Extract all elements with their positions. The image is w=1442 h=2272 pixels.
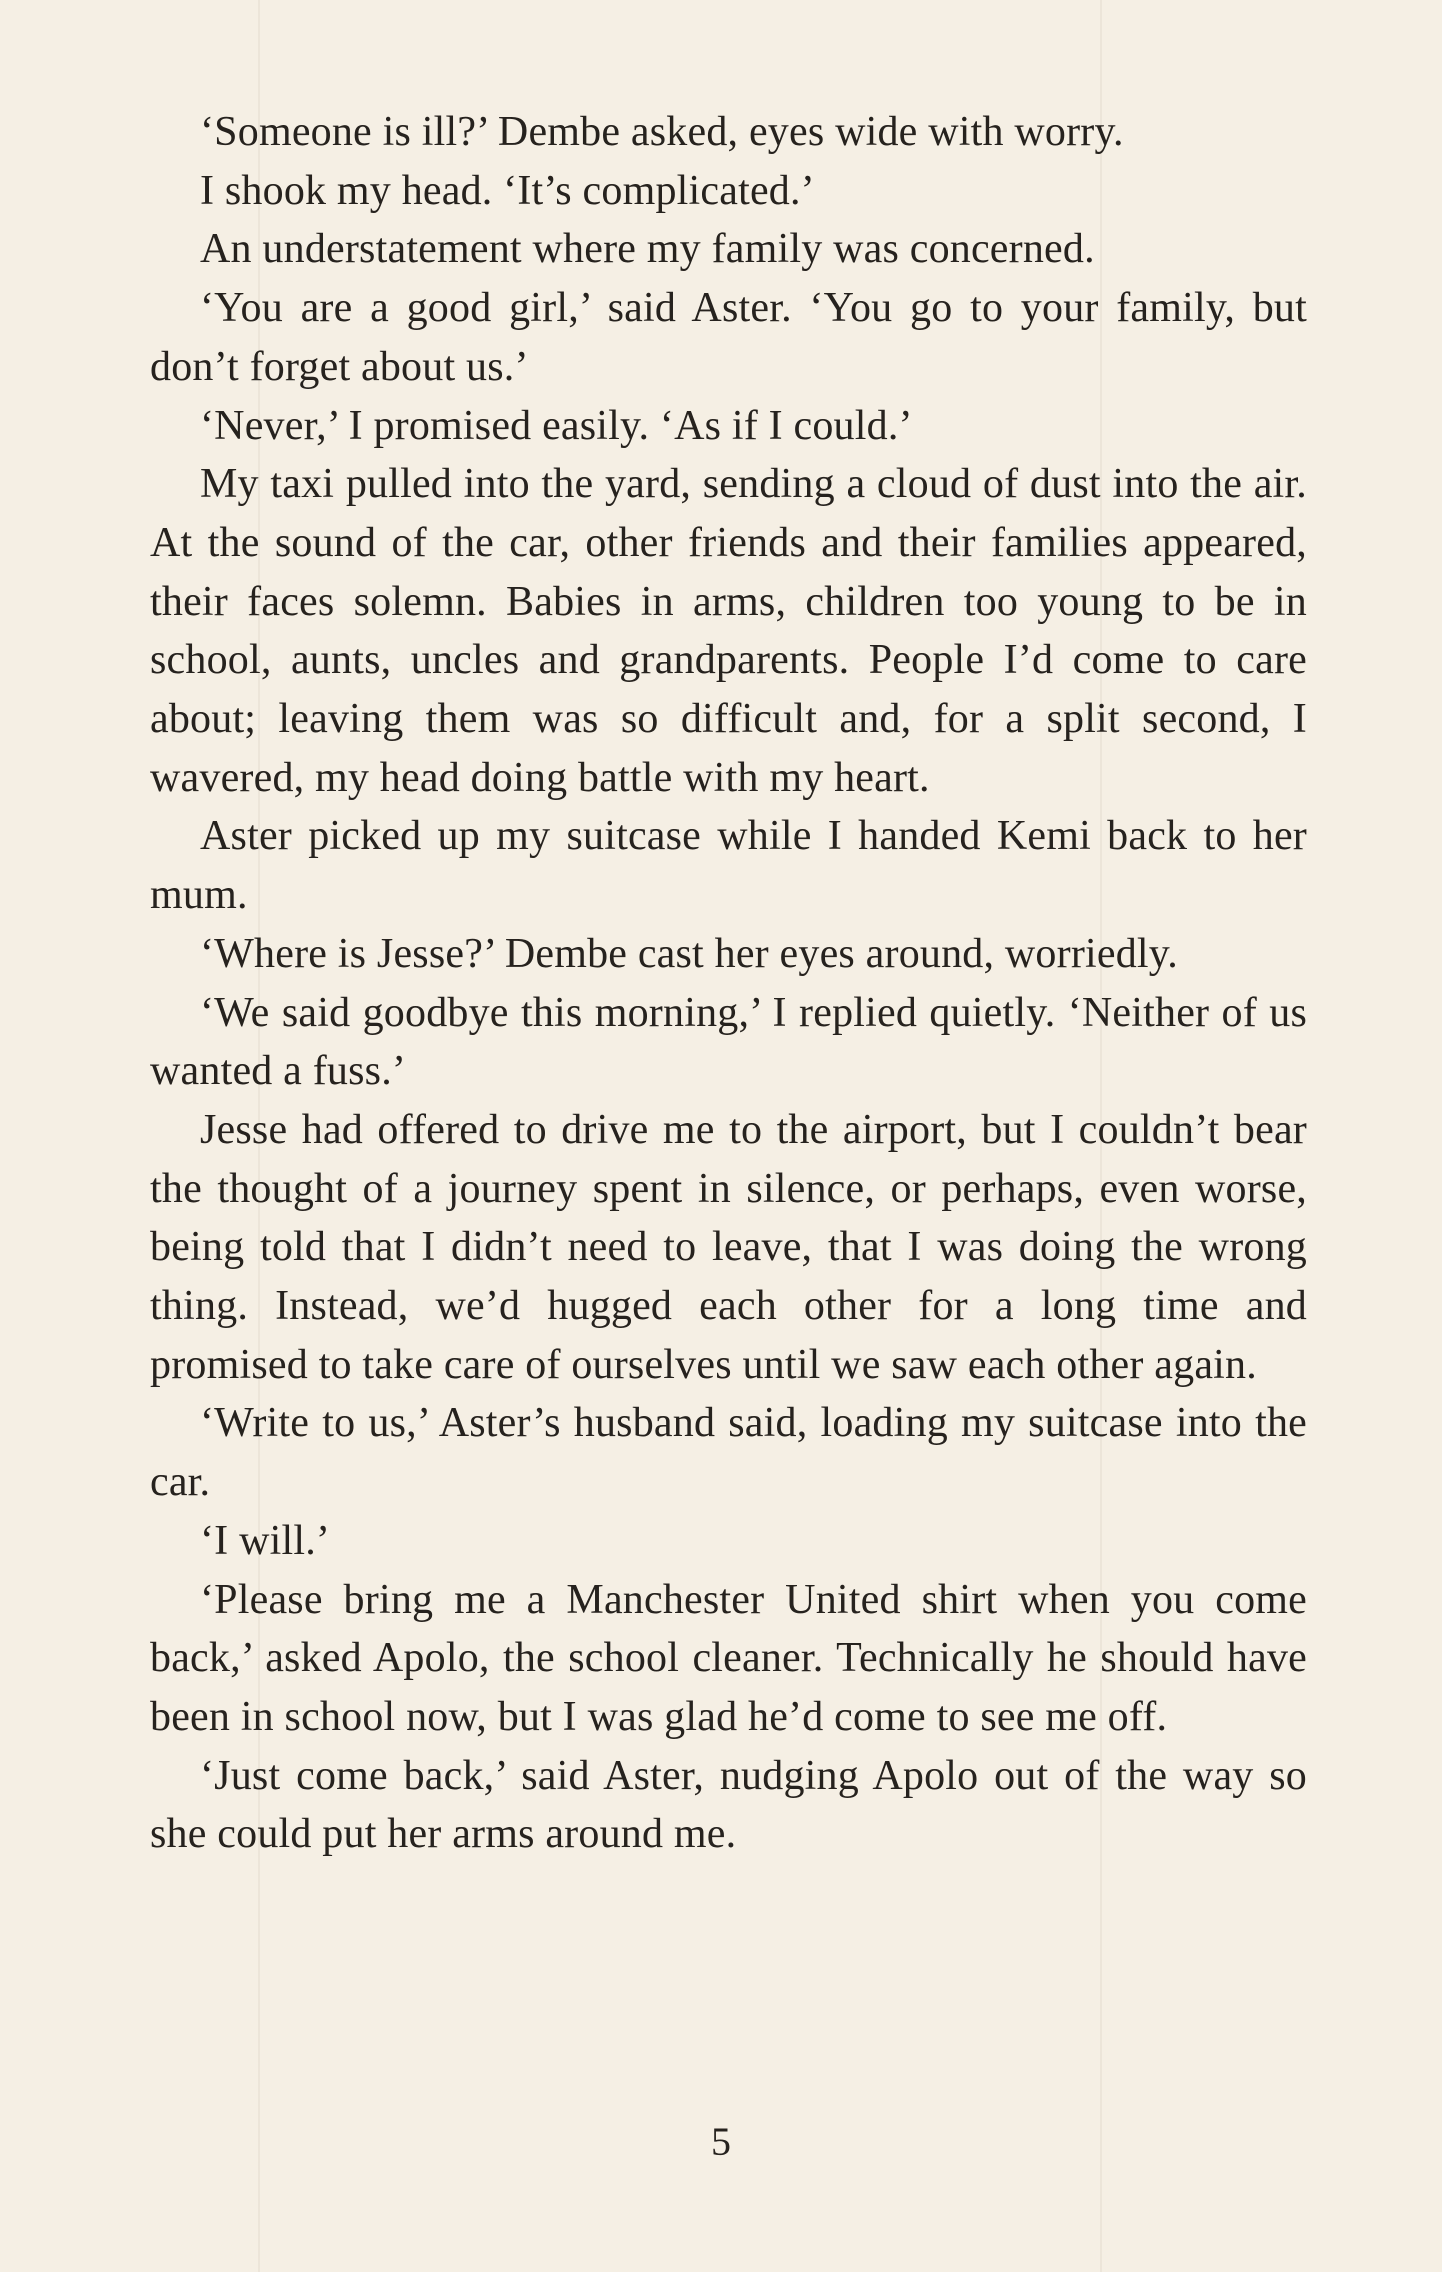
paragraph: Jesse had offered to drive me to the airport, but I couldn’t bear the thought of a journey spent in silence, or perhaps, even worse, being told that I didn’t need to leave, that I was doing the wrong thing. Instead, we’d hugged each other for a long time and promised to take care of ourselves until we saw each other again. <box>150 1106 1307 1388</box>
paragraph: ‘I will.’ <box>200 1517 331 1564</box>
paragraph: ‘Someone is ill?’ Dembe asked, eyes wide with worry. <box>200 109 1124 155</box>
page-number: 5 <box>711 2119 731 2164</box>
paragraph: My taxi pulled into the yard, sending a cloud of dust into the air. At the sound of the car, other friends and their families appeared, their faces solemn. Babies in arms, children too young to be in school, aunts, uncles and grandparents. People I’d come to care about; leaving them was so difficult and, for a split second, I wavered, my head doing battle with my heart. <box>150 461 1307 801</box>
paragraph: ‘Please bring me a Manchester United shirt when you come back,’ asked Apolo, the school cleaner. Technically he should have been in school now, but I was glad he’d come to see me off. <box>150 1576 1307 1740</box>
paragraph: ‘Where is Jesse?’ Dembe cast her eyes around, worriedly. <box>200 930 1178 977</box>
paragraph: ‘Write to us,’ Aster’s husband said, loading my suitcase into the car. <box>150 1400 1307 1506</box>
paragraph: ‘We said goodbye this morning,’ I replied quietly. ‘Neither of us wanted a fuss.’ <box>150 989 1307 1095</box>
paragraph: Aster picked up my suitcase while I handed Kemi back to her mum. <box>150 813 1307 919</box>
paragraph: ‘Just come back,’ said Aster, nudging Apolo out of the way so she could put her arms around me. <box>150 1752 1307 1858</box>
paragraph: I shook my head. ‘It’s complicated.’ <box>200 167 815 214</box>
body-text <box>150 103 1307 1864</box>
paragraph: ‘Never,’ I promised easily. ‘As if I could.’ <box>200 402 913 449</box>
paragraph: ‘You are a good girl,’ said Aster. ‘You go to your family, but don’t forget about us.’ <box>150 285 1307 390</box>
paragraph: An understatement where my family was concerned. <box>200 226 1095 273</box>
